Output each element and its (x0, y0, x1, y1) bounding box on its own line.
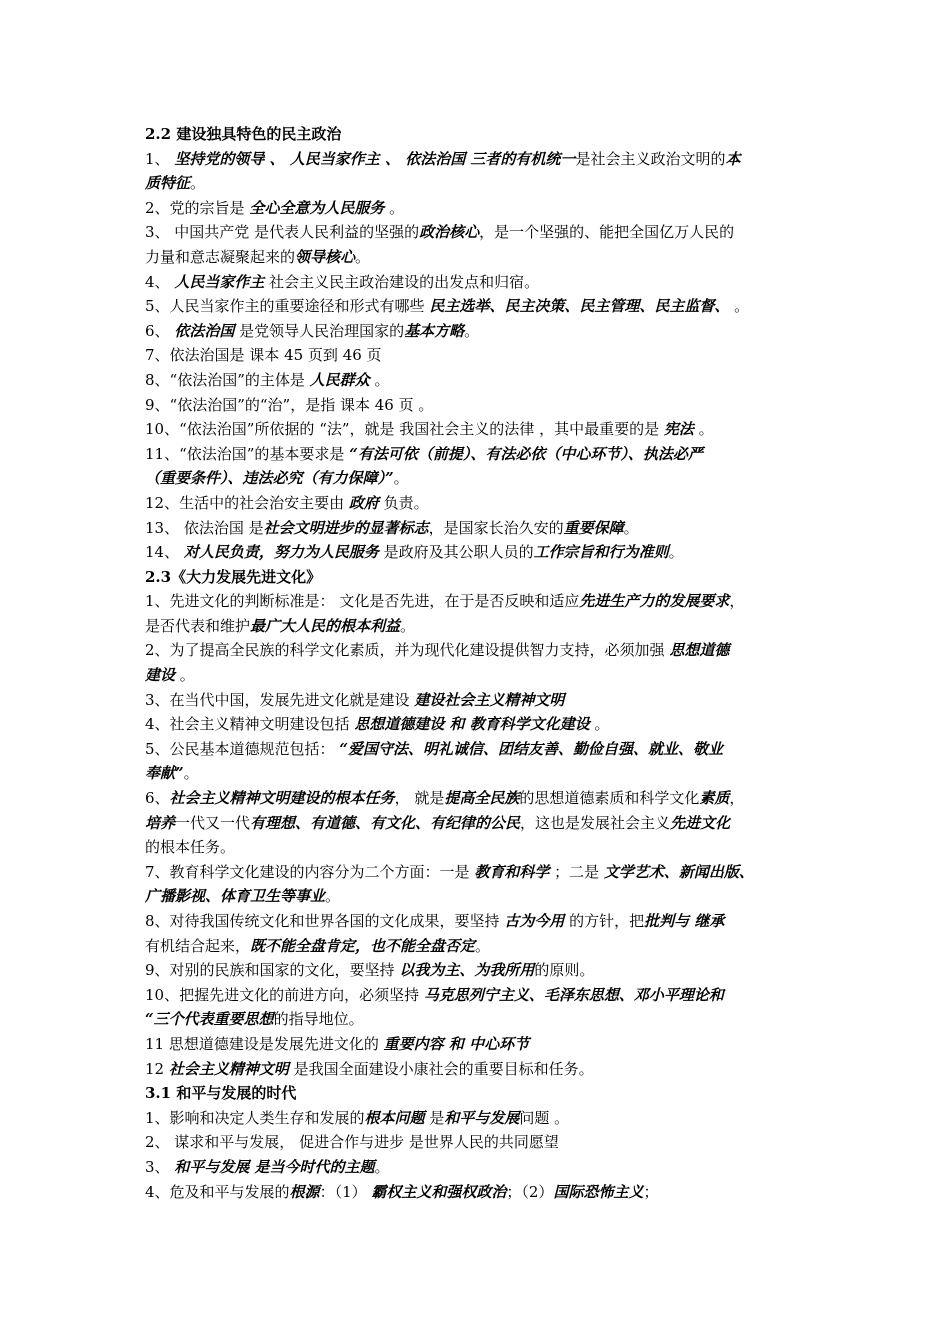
emphasis-text: 根本问题 (364, 1108, 425, 1127)
text-line (145, 270, 825, 295)
emphasis-text: 坚持党的领导 、 人民当家作主 、 依法治国 三者的有机统一 (174, 149, 576, 168)
emphasis-text: 提高全民族 (444, 789, 520, 808)
plain-text: 。 (729, 297, 750, 316)
plain-text: 。 (668, 543, 684, 562)
plain-text: 是党领导人民治理国家的 (234, 321, 405, 340)
emphasis-text: 政治核心 (419, 223, 480, 242)
emphasis-text: 建设 (145, 666, 176, 685)
text-line (145, 835, 825, 860)
document-page (145, 122, 825, 1204)
text-line (145, 540, 825, 565)
emphasis-text: 马克思列宁主义、毛泽东思想、邓小平理论和 (423, 985, 724, 1004)
plain-text: ， (729, 789, 745, 808)
plain-text: 的原则。 (534, 961, 595, 980)
plain-text: ：（1） (319, 1182, 372, 1201)
text-line (145, 1106, 825, 1131)
text-line (145, 466, 825, 491)
plain-text: ，是一个坚强的、能把全国亿万人民的 (479, 223, 735, 242)
plain-text: 是否代表和维护 (145, 616, 251, 635)
emphasis-text: 霸权主义和强权政治 (371, 1182, 507, 1201)
text-line (145, 589, 825, 614)
emphasis-text: 建设社会主义精神文明 (414, 690, 565, 709)
plain-text: 问题 。 (519, 1108, 570, 1127)
text-line (145, 147, 825, 172)
emphasis-text: 素质 (699, 789, 730, 808)
plain-text: 7、依法治国是 课本 45 页到 46 页 (145, 346, 382, 365)
text-line (145, 737, 825, 762)
text-line (145, 909, 825, 934)
text-line (145, 688, 825, 713)
plain-text: 。 (374, 1157, 390, 1176)
plain-text: 9、“依法治国”的“治”，是指 课本 46 页 。 (145, 395, 434, 414)
emphasis-text: 教育和科学 (474, 862, 550, 881)
plain-text: 14、 (145, 543, 184, 562)
plain-text: 2、 谋求和平与发展， 促进合作与进步 是世界人民的共同愿望 (145, 1133, 559, 1152)
emphasis-text: 国际恐怖主义 (553, 1182, 644, 1201)
text-line (145, 220, 825, 245)
plain-text: 是政府及其公职人员的 (378, 543, 534, 562)
plain-text: 6、 (145, 321, 175, 340)
plain-text: 11 思想道德建设是发展先进文化的 (145, 1034, 384, 1053)
text-line (145, 393, 825, 418)
plain-text: 。 (393, 469, 409, 488)
emphasis-text: 人民群众 (309, 370, 370, 389)
emphasis-text: 重要内容 和 中心环节 (383, 1034, 530, 1053)
emphasis-text: 全心全意为人民服务 (249, 198, 385, 217)
text-line (145, 663, 825, 688)
section-body (145, 589, 825, 1081)
plain-text: 2、为了提高全民族的科学文化素质，并为现代化建设提供智力支持，必须加强 (145, 641, 670, 660)
plain-text: ；（2） (506, 1182, 554, 1201)
emphasis-text: 根源 (289, 1182, 320, 1201)
plain-text: 4、危及和平与发展的 (145, 1182, 290, 1201)
plain-text: 1、影响和决定人类生存和发展的 (145, 1108, 365, 1127)
emphasis-text: 质特征 (145, 174, 191, 193)
emphasis-text: 和平与发展 是当今时代的主题 (174, 1157, 375, 1176)
plain-text: 。 (384, 198, 405, 217)
plain-text: 5、公民基本道德规范包括： (145, 739, 340, 758)
plain-text: 。 (464, 321, 480, 340)
text-line (145, 319, 825, 344)
plain-text: ， 就是 (394, 789, 445, 808)
plain-text: 。 (183, 764, 199, 783)
plain-text: 力量和意志凝聚起来的 (145, 247, 296, 266)
plain-text: 10、“依法治国”所依据的 “法”，就是 我国社会主义的法律 ，其中最重要的是 (145, 420, 664, 439)
emphasis-text: 依法治国 (174, 321, 235, 340)
plain-text: 8、对待我国传统文化和世界各国的文化成果，要坚持 (145, 912, 505, 930)
plain-text: 5、人民当家作主的重要途径和形式有哪些 (145, 297, 430, 316)
text-line (145, 712, 825, 737)
section-body (145, 147, 825, 565)
plain-text: 是我国全面建设小康社会的重要目标和任务。 (288, 1059, 594, 1078)
plain-text: ， (729, 592, 745, 611)
emphasis-text: 文学艺术、新闻出版、 (603, 862, 754, 881)
plain-text: 2、党的宗旨是 (145, 198, 250, 217)
plain-text: 是社会主义政治文明的 (575, 149, 726, 168)
plain-text: 3、在当代中国，发展先进文化就是建设 (145, 690, 415, 709)
text-line (145, 491, 825, 516)
emphasis-text: 领导核心 (295, 247, 356, 266)
emphasis-text: 先进文化 (670, 813, 731, 832)
plain-text: 。 (623, 518, 639, 537)
emphasis-text: 既不能全盘肯定，也不能全盘否定 (250, 936, 476, 955)
plain-text: ； (643, 1182, 659, 1201)
plain-text: 11、“依法治国”的基本要求是 (145, 444, 350, 463)
emphasis-text: 宪法 (663, 420, 694, 439)
plain-text: 有机结合起来， (145, 936, 251, 955)
plain-text: 。 (589, 715, 610, 734)
plain-text: 。 (400, 616, 416, 635)
plain-text: 。 (325, 887, 341, 906)
emphasis-text: 工作宗旨和行为准则 (533, 543, 669, 562)
text-line (145, 1032, 825, 1057)
emphasis-text: 基本方略 (404, 321, 465, 340)
emphasis-text: 奉献” (145, 764, 184, 783)
plain-text: 1、 (145, 149, 175, 168)
emphasis-text: 政府 (348, 493, 379, 512)
plain-text: 。 (369, 370, 390, 389)
text-line (145, 294, 825, 319)
plain-text: 一代又一代 (175, 813, 251, 832)
emphasis-text: 思想道德 (669, 641, 730, 660)
plain-text: 8、“依法治国”的主体是 (145, 370, 310, 389)
text-line (145, 811, 825, 836)
plain-text: 6、 (145, 789, 170, 808)
text-line (145, 196, 825, 221)
plain-text: 是 (424, 1108, 445, 1127)
section-heading: 2.3《大力发展先进文化》 (145, 567, 322, 586)
plain-text: 9、对别的民族和国家的文化，要坚持 (145, 961, 400, 980)
text-line (145, 171, 825, 196)
text-line (145, 1007, 825, 1032)
emphasis-text: 有理想、有道德、有文化、有纪律的公民 (250, 813, 521, 832)
emphasis-text: 民主选举、民主决策、民主管理、民主监督、 (429, 297, 730, 316)
plain-text: ；二是 (549, 862, 604, 881)
section-heading: 3.1 和平与发展的时代 (145, 1084, 297, 1103)
text-line (145, 1155, 825, 1180)
plain-text: 13、 依法治国 是 (145, 518, 264, 537)
emphasis-text: 对人民负责，努力为人民服务 (183, 543, 379, 562)
text-line (145, 786, 825, 811)
section-heading: 2.2 建设独具特色的民主政治 (145, 125, 342, 143)
emphasis-text: 古为今用 (504, 912, 565, 930)
emphasis-text: 人民当家作主 (174, 272, 265, 291)
text-line (145, 343, 825, 368)
section-body (145, 1106, 825, 1204)
plain-text: 1、先进文化的判断标准是： 文化是否先进，在于是否反映和适应 (145, 592, 580, 611)
emphasis-text: 社会主义精神文明 (168, 1059, 289, 1078)
plain-text: 。 (693, 420, 714, 439)
plain-text: 4、社会主义精神文明建设包括 (145, 715, 355, 734)
emphasis-text: “爱国守法、明礼诚信、团结友善、勤俭自强、就业、敬业 (339, 739, 723, 758)
text-line (145, 860, 825, 885)
text-line (145, 516, 825, 541)
plain-text: 3、 中国共产党 是代表人民利益的坚强的 (145, 223, 420, 242)
plain-text: 4、 (145, 272, 175, 291)
plain-text: 的根本任务。 (145, 838, 236, 857)
text-line (145, 442, 825, 467)
emphasis-text: 以我为主、为我所用 (399, 961, 535, 980)
plain-text: 。 (190, 174, 206, 193)
emphasis-text: “三个代表重要思想 (145, 1010, 274, 1029)
emphasis-text: “有法可依（前提）、有法必依（中心环节）、执法必严 (349, 444, 703, 463)
emphasis-text: 最广大人民的根本利益 (250, 616, 401, 635)
plain-text: 。 (475, 936, 491, 955)
text-line (145, 1180, 825, 1205)
emphasis-text: 思想道德建设 和 教育科学文化建设 (354, 715, 590, 734)
text-line (145, 417, 825, 442)
plain-text: 的指导地位。 (273, 1010, 364, 1029)
plain-text: ，是国家长治久安的 (428, 518, 564, 537)
plain-text: 的方针，把 (564, 912, 645, 930)
emphasis-text: 社会主义精神文明建设的根本任务 (169, 789, 395, 808)
text-line (145, 1057, 825, 1082)
plain-text: 12 (145, 1059, 169, 1078)
plain-text: 7、教育科学文化建设的内容分为二个方面：一是 (145, 862, 475, 881)
emphasis-text: 本 (725, 149, 741, 168)
text-line (145, 761, 825, 786)
text-line (145, 958, 825, 983)
plain-text: ，这也是发展社会主义 (520, 813, 671, 832)
emphasis-text: 广播影视、体育卫生等事业 (145, 887, 326, 906)
emphasis-text: 和平与发展 (444, 1108, 520, 1127)
emphasis-text: 批判与 继承 (644, 912, 725, 930)
text-line (145, 638, 825, 663)
plain-text: 3、 (145, 1157, 175, 1176)
text-line (145, 368, 825, 393)
emphasis-text: 培养 (145, 813, 176, 832)
plain-text: 10、把握先进文化的前进方向，必须坚持 (145, 985, 424, 1004)
emphasis-text: 先进生产力的发展要求 (579, 592, 730, 611)
plain-text: 12、生活中的社会治安主要由 (145, 493, 349, 512)
plain-text: 负责。 (378, 493, 429, 512)
plain-text: 。 (355, 247, 371, 266)
text-line (145, 1130, 825, 1155)
plain-text: 。 (175, 666, 195, 685)
plain-text: 的思想道德素质和科学文化 (519, 789, 700, 808)
emphasis-text: 社会文明进步的显著标志 (263, 518, 429, 537)
text-line (145, 934, 825, 959)
plain-text: 社会主义民主政治建设的出发点和归宿。 (264, 272, 540, 291)
text-line (145, 983, 825, 1008)
text-line (145, 884, 825, 909)
emphasis-text: 重要保障 (563, 518, 624, 537)
text-line (145, 245, 825, 270)
text-line (145, 614, 825, 639)
emphasis-text: （重要条件）、违法必究（有力保障）” (145, 469, 394, 488)
